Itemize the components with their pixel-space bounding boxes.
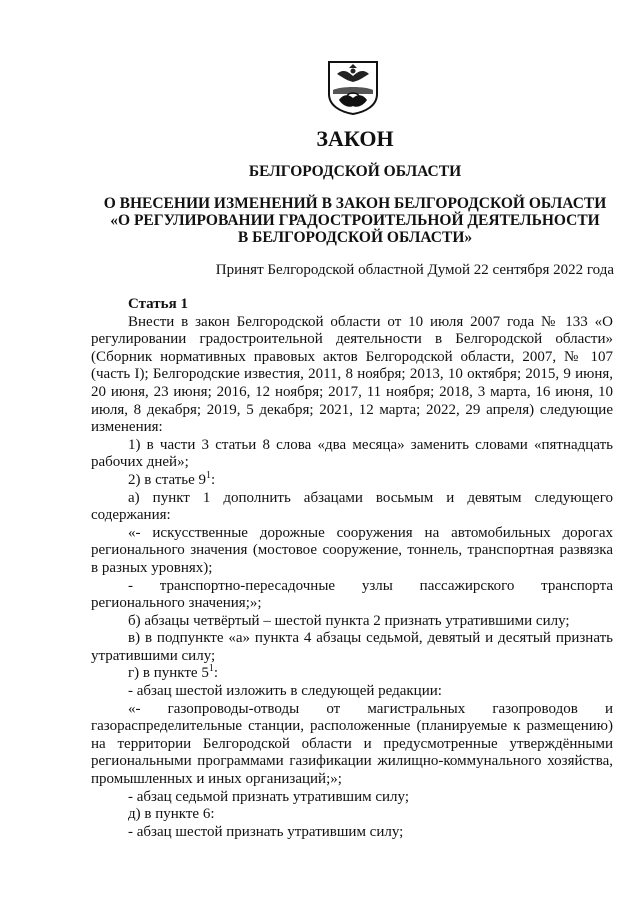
article-intro: Внести в закон Белгородской области от 10 июля 2007 года № 133 «О регулировании градостроительной деятельности в Белгородской области» (Сборник нормативных правовых актов Белгородской области, 2007, № 107 (часть I); Белгородские известия, 2011, 8 ноября; 2013, 10 октября; 2015, 9 июня, 20 июня, 23 июня; 2016, 12 ноября; 2017, 11 ноября; 2018, 3 марта, 16 июня, 10 июля, 8 декабря; 2019, 5 декабря; 2021, 12 марта; 2022, 29 апреля) следующие изменения: — [91, 313, 613, 436]
item-b: б) абзацы четвёртый – шестой пункта 2 признать утратившими силу; — [128, 612, 570, 629]
item-2: 2) в статье $9^1$: — [128, 469, 216, 488]
document-title: ЗАКОН — [316, 126, 394, 151]
item-g-3: - абзац седьмой признать утратившим силу; — [128, 788, 409, 805]
item-a: а) пункт 1 дополнить абзацами восьмым и девятым следующего содержания: — [91, 489, 613, 524]
subtitle-line: В БЕЛГОРОДСКОЙ ОБЛАСТИ» — [237, 229, 473, 246]
item-g: г) в пункте $5^1$: — [128, 663, 219, 682]
item-g-1: - абзац шестой изложить в следующей редакции: — [128, 683, 442, 700]
document-region: БЕЛГОРОДСКОЙ ОБЛАСТИ — [248, 163, 462, 180]
document-subtitle — [35, 195, 640, 246]
subtitle-line: О ВНЕСЕНИИ ИЗМЕНЕНИЙ В ЗАКОН БЕЛГОРОДСКОЙ ОБЛАСТИ — [103, 195, 607, 212]
item-d-1: - абзац шестой признать утратившим силу; — [128, 823, 404, 840]
subtitle-line: «О РЕГУЛИРОВАНИИ ГРАДОСТРОИТЕЛЬНОЙ ДЕЯТЕЛЬНОСТИ — [110, 212, 600, 229]
article-heading: Статья 1 — [128, 296, 188, 312]
quote-1: «- искусственные дорожные сооружения на автомобильных дорогах регионального значения (мостовое сооружение, тоннель, транспортная развязка в разных уровнях); — [91, 524, 613, 576]
article-body — [91, 296, 613, 841]
item-g-2: «- газопроводы-отводы от магистральных газопроводов и газораспределительные станции, расположенные (планируемые к размещению) на территории Белгородской области и предусмотренные утверждёнными региональными программами газификации жилищно-коммунального хозяйства, промышленных и иных организаций;»; — [91, 700, 613, 788]
acceptance-note: Принят Белгородской областной Думой 22 сентября 2022 года — [215, 262, 614, 278]
coat-of-arms-icon — [327, 60, 379, 115]
item-v: в) в подпункте «а» пункта 4 абзацы седьмой, девятый и десятый признать утратившими силу; — [91, 630, 613, 664]
item-1: 1) в части 3 статьи 8 слова «два месяца» заменить словами «пятнадцать рабочих дней»; — [91, 436, 613, 471]
quote-2: - транспортно-пересадочные узлы пассажирского транспорта регионального значения;»; — [91, 577, 613, 612]
item-d: д) в пункте 6: — [128, 806, 215, 823]
